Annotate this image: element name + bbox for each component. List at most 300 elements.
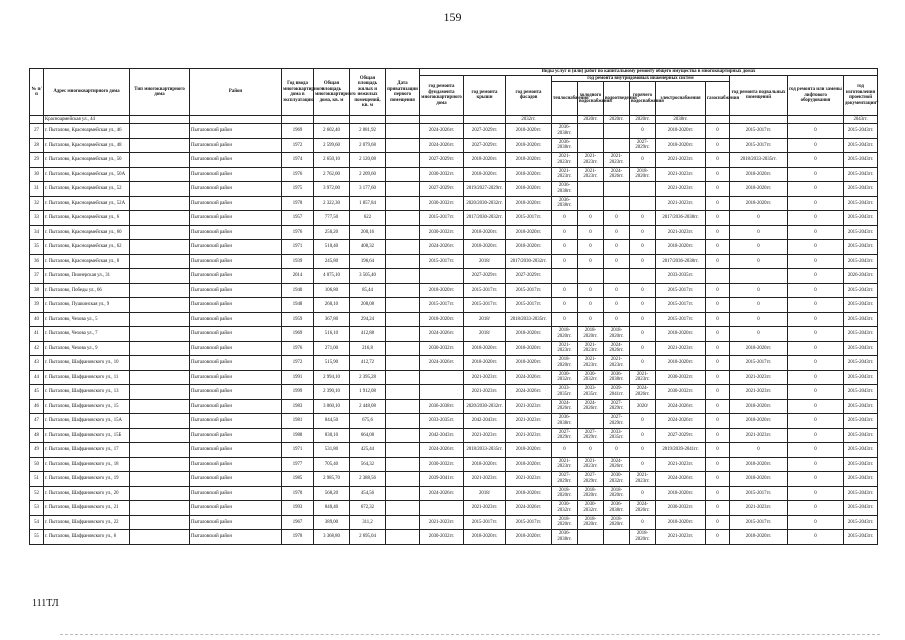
- cell-num: 43: [30, 356, 44, 371]
- table-row: [30, 399, 878, 414]
- cell-heat: 2018-2020гг.: [552, 356, 578, 371]
- cell-lift: 0: [788, 515, 844, 530]
- cell-num: 27: [30, 124, 44, 139]
- cell-lift: 0: [788, 341, 844, 356]
- cell-elec: 2021-2023гг.: [656, 341, 706, 356]
- cell-roof: 2015-2017гг.: [464, 515, 506, 530]
- cell-district: Пыталовский район: [190, 341, 282, 356]
- cell-design: 2026-2043гг.: [844, 269, 878, 284]
- cell-facade: 2018-2020гг.: [506, 167, 552, 182]
- cell-living-area: 412,88: [350, 327, 386, 342]
- cell-total-area: 568,20: [314, 486, 350, 501]
- cell-basement: 2021-2023гг.: [730, 428, 788, 443]
- cell-address: г. Пыталово, Чехова ул., 9: [44, 341, 130, 356]
- cell-hot: [630, 182, 656, 197]
- cell-living-area: 622: [350, 211, 386, 226]
- cell-living-area: 3 177,60: [350, 182, 386, 197]
- cell-gas: 0: [706, 486, 730, 501]
- cell-sewer: 2024-2026гг.: [604, 167, 630, 182]
- cell-year: 1967: [282, 515, 314, 530]
- table-row: [30, 124, 878, 139]
- table-row: [30, 211, 878, 226]
- cell-foundation: [420, 501, 464, 516]
- table-row: [30, 298, 878, 313]
- cell-lift: 0: [788, 283, 844, 298]
- cell-cold: 2030-2032гг.: [578, 370, 604, 385]
- cell-total-area: 245,80: [314, 254, 350, 269]
- cell-roof: 2018/: [464, 254, 506, 269]
- cell-cold: 0: [578, 283, 604, 298]
- cell-priv-date: [386, 399, 420, 414]
- cell-facade: 2018-2020гг.: [506, 138, 552, 153]
- cell-living-area: 2 448,08: [350, 399, 386, 414]
- cell-facade: 2018-2020гг.: [506, 443, 552, 458]
- cell-sewer: [604, 269, 630, 284]
- cell-lift: 0: [788, 457, 844, 472]
- cell-hot: 2020гг.: [630, 116, 656, 124]
- cell-design: 2015-2043гг.: [844, 530, 878, 545]
- cell-basement: 0: [730, 254, 788, 269]
- cell-living-area: 675,6: [350, 414, 386, 429]
- cell-hot: 0: [630, 457, 656, 472]
- cell-hot: [630, 269, 656, 284]
- cell-living-area: 208,08: [350, 298, 386, 313]
- table-row: [30, 312, 878, 327]
- cell-gas: 0: [706, 254, 730, 269]
- cell-district: Пыталовский район: [190, 515, 282, 530]
- cell-design: 2043гг.: [844, 116, 878, 124]
- cell-foundation: 2018-2020гг.: [420, 283, 464, 298]
- cell-type: [130, 196, 190, 211]
- cell-district: Пыталовский район: [190, 182, 282, 197]
- cell-priv-date: [386, 515, 420, 530]
- cell-district: Пыталовский район: [190, 327, 282, 342]
- cell-year: 1993: [282, 501, 314, 516]
- cell-sewer: 0: [604, 211, 630, 226]
- cell-num: 33: [30, 211, 44, 226]
- cell-basement: 0: [730, 327, 788, 342]
- cell-type: [130, 269, 190, 284]
- header-total-area: Общая площадь многоквартирного дома, кв. м: [314, 69, 350, 116]
- header-elec: электроснабжения: [656, 82, 706, 116]
- cell-district: Пыталовский район: [190, 443, 282, 458]
- cell-cold: [578, 530, 604, 545]
- cell-sewer: 0: [604, 283, 630, 298]
- header-foundation: год ремонта фундамента многоквартирного дома: [420, 75, 464, 116]
- cell-cold: 2027-2029гг.: [578, 472, 604, 487]
- cell-address: г. Пыталово, Шафрановского ул., 19: [44, 472, 130, 487]
- cell-type: [130, 341, 190, 356]
- cell-elec: 2018-2020гг.: [656, 515, 706, 530]
- cell-district: Пыталовский район: [190, 312, 282, 327]
- cell-year: 1969: [282, 327, 314, 342]
- cell-basement: 2015-2017гг.: [730, 124, 788, 139]
- cell-roof: 2018/: [464, 486, 506, 501]
- cell-num: 54: [30, 515, 44, 530]
- cell-lift: 0: [788, 356, 844, 371]
- cell-heat: 2021-2023гг.: [552, 457, 578, 472]
- cell-foundation: 2024-2026гг.: [420, 327, 464, 342]
- cell-foundation: 2030-2032гг.: [420, 530, 464, 545]
- cell-hot: 2024-2026гг.: [630, 501, 656, 516]
- cell-sewer: 0: [604, 312, 630, 327]
- cell-sewer: 2021-2023гг.: [604, 356, 630, 371]
- cell-lift: 0: [788, 385, 844, 400]
- cell-roof: 2027-2029гг.: [464, 269, 506, 284]
- cell-heat: 2036-2038гг.: [552, 182, 578, 197]
- cell-gas: 0: [706, 457, 730, 472]
- cell-basement: 2018-2020гг.: [730, 530, 788, 545]
- cell-gas: 0: [706, 298, 730, 313]
- cell-year: 1981: [282, 414, 314, 429]
- cell-address: г. Пыталово, Пушкинская ул., 9: [44, 298, 130, 313]
- cell-cold: 2021-2023гг.: [578, 167, 604, 182]
- cell-address: г. Пыталово, Шафрановского ул., 20: [44, 486, 130, 501]
- header-heat: теплоснабжения: [552, 82, 578, 116]
- cell-num: 36: [30, 254, 44, 269]
- cell-facade: 2018-2020гг.: [506, 196, 552, 211]
- cell-roof: 2017/2030-2032гг.: [464, 211, 506, 226]
- cell-gas: 0: [706, 240, 730, 255]
- cell-design: 2015-2043гг.: [844, 457, 878, 472]
- cell-lift: 0: [788, 254, 844, 269]
- cell-sewer: 2018-2020гг.: [604, 515, 630, 530]
- cell-design: 2015-2043гг.: [844, 283, 878, 298]
- cell-type: [130, 240, 190, 255]
- cell-gas: 0: [706, 211, 730, 226]
- cell-elec: 2015-2017гг.: [656, 283, 706, 298]
- cell-lift: 0: [788, 167, 844, 182]
- cell-elec: 2018-2020гг.: [656, 356, 706, 371]
- cell-basement: 0: [730, 298, 788, 313]
- cell-sewer: 2033-2035гг.: [604, 428, 630, 443]
- cell-hot: 0: [630, 225, 656, 240]
- table-row: [30, 153, 878, 168]
- cell-address: г. Пыталово, Красноармейская ул., 50А: [44, 167, 130, 182]
- cell-facade: 2018/2033-2035гг.: [506, 312, 552, 327]
- cell-lift: 0: [788, 153, 844, 168]
- page-bottom-divider: [60, 634, 880, 635]
- table-row: [30, 486, 878, 501]
- cell-cold: 2024-2026гг.: [578, 399, 604, 414]
- cell-address: г. Пыталово, Шафрановского ул., 10: [44, 356, 130, 371]
- cell-facade: 2018-2020гг.: [506, 327, 552, 342]
- cell-cold: 2033-2035гг.: [578, 385, 604, 400]
- cell-type: [130, 399, 190, 414]
- cell-priv-date: [386, 211, 420, 226]
- cell-year: 1975: [282, 182, 314, 197]
- cell-total-area: 2 390,10: [314, 385, 350, 400]
- cell-hot: 2021-2023гг.: [630, 370, 656, 385]
- cell-priv-date: [386, 385, 420, 400]
- cell-cold: 2021-2023гг.: [578, 153, 604, 168]
- cell-lift: 0: [788, 124, 844, 139]
- cell-lift: 0: [788, 501, 844, 516]
- cell-cold: 0: [578, 254, 604, 269]
- cell-roof: 2042-2043гг.: [464, 414, 506, 429]
- cell-sewer: 0: [604, 298, 630, 313]
- cell-heat: 2033-2035гг.: [552, 385, 578, 400]
- cell-living-area: 294,24: [350, 312, 386, 327]
- cell-sewer: 2024-2026гг.: [604, 457, 630, 472]
- cell-roof: 2018-2020гг.: [464, 457, 506, 472]
- cell-elec: 2015-2017гг.: [656, 298, 706, 313]
- cell-gas: 0: [706, 356, 730, 371]
- cell-gas: [706, 269, 730, 284]
- cell-design: 2015-2043гг.: [844, 399, 878, 414]
- cell-lift: 0: [788, 370, 844, 385]
- cell-foundation: 2030-2032гг.: [420, 167, 464, 182]
- cell-facade: 2021-2023гг.: [506, 472, 552, 487]
- cell-heat: 2036-2038гг.: [552, 414, 578, 429]
- cell-facade: 2017/2030-2032гг.: [506, 254, 552, 269]
- cell-elec: 2018-2020гг.: [656, 486, 706, 501]
- cell-heat: 2021-2023гг.: [552, 167, 578, 182]
- cell-heat: 2030-2032гг.: [552, 370, 578, 385]
- cell-basement: 2021-2023гг.: [730, 501, 788, 516]
- cell-sewer: 0: [604, 225, 630, 240]
- cell-district: Пыталовский район: [190, 486, 282, 501]
- cell-total-area: 271,00: [314, 341, 350, 356]
- cell-design: 2015-2043гг.: [844, 385, 878, 400]
- cell-elec: 2017/2036-2038гг.: [656, 211, 706, 226]
- header-year: Год ввода многоквартирного дома в эксплуатацию: [282, 69, 314, 116]
- cell-sewer: 0: [604, 443, 630, 458]
- cell-priv-date: [386, 116, 420, 124]
- cell-design: 2015-2043гг.: [844, 124, 878, 139]
- cell-living-area: 425,44: [350, 443, 386, 458]
- cell-cold: 2020гг.: [578, 116, 604, 124]
- cell-roof: 2015-2017гг.: [464, 298, 506, 313]
- cell-type: [130, 457, 190, 472]
- table-row: [30, 356, 878, 371]
- table-row: [30, 138, 878, 153]
- table-row: [30, 501, 878, 516]
- cell-num: 40: [30, 312, 44, 327]
- cell-facade: 2018-2020гг.: [506, 182, 552, 197]
- header-sewer: водоотведения: [604, 82, 630, 116]
- cell-living-area: 2 695,04: [350, 530, 386, 545]
- cell-foundation: 2027-2029гг.: [420, 153, 464, 168]
- capital-repair-table-wrap: [29, 68, 877, 545]
- cell-total-area: 3 368,80: [314, 530, 350, 545]
- cell-type: [130, 530, 190, 545]
- cell-gas: 0: [706, 312, 730, 327]
- cell-cold: [578, 196, 604, 211]
- cell-hot: 2018-2020гг.: [630, 167, 656, 182]
- cell-sewer: 2020гг.: [604, 116, 630, 124]
- cell-priv-date: [386, 327, 420, 342]
- cell-roof: 2018-2020гг.: [464, 240, 506, 255]
- cell-priv-date: [386, 167, 420, 182]
- cell-gas: 0: [706, 327, 730, 342]
- cell-gas: 0: [706, 472, 730, 487]
- cell-living-area: 672,32: [350, 501, 386, 516]
- cell-priv-date: [386, 341, 420, 356]
- cell-priv-date: [386, 356, 420, 371]
- cell-elec: 2015-2017гг.: [656, 312, 706, 327]
- cell-type: [130, 153, 190, 168]
- cell-total-area: 2 599,60: [314, 138, 350, 153]
- cell-cold: 2027-2029гг.: [578, 428, 604, 443]
- table-row: [30, 530, 878, 545]
- cell-roof: 2018-2020гг.: [464, 225, 506, 240]
- cell-num: 35: [30, 240, 44, 255]
- cell-roof: 2018/2033-2035гг.: [464, 443, 506, 458]
- cell-design: 2015-2043гг.: [844, 370, 878, 385]
- cell-hot: 0: [630, 356, 656, 371]
- cell-living-area: 664,08: [350, 428, 386, 443]
- cell-year: 1999: [282, 385, 314, 400]
- footer-code: 111ТЛ: [32, 598, 59, 609]
- cell-hot: 0: [630, 341, 656, 356]
- cell-year: 1972: [282, 356, 314, 371]
- table-row: [30, 472, 878, 487]
- cell-design: 2015-2043гг.: [844, 515, 878, 530]
- cell-facade: 2018-2020гг.: [506, 356, 552, 371]
- cell-num: 47: [30, 414, 44, 429]
- cell-basement: 2018-2020гг.: [730, 167, 788, 182]
- cell-type: [130, 515, 190, 530]
- cell-living-area: 2 395,28: [350, 370, 386, 385]
- cell-hot: 0: [630, 312, 656, 327]
- cell-type: [130, 370, 190, 385]
- cell-facade: 2024-2026гг.: [506, 370, 552, 385]
- cell-year: 1976: [282, 341, 314, 356]
- cell-basement: 2015-2017гг.: [730, 486, 788, 501]
- cell-sewer: 2024-2026гг.: [604, 341, 630, 356]
- cell-type: [130, 138, 190, 153]
- cell-heat: [552, 269, 578, 284]
- cell-num: 44: [30, 370, 44, 385]
- cell-hot: 2024-2026гг.: [630, 385, 656, 400]
- cell-num: 39: [30, 298, 44, 313]
- cell-total-area: 840,40: [314, 501, 350, 516]
- cell-hot: 0: [630, 254, 656, 269]
- cell-cold: 0: [578, 225, 604, 240]
- cell-hot: 0: [630, 443, 656, 458]
- cell-facade: 2021-2023гг.: [506, 414, 552, 429]
- cell-design: 2015-2043гг.: [844, 414, 878, 429]
- cell-total-area: 830,10: [314, 428, 350, 443]
- cell-total-area: 510,40: [314, 240, 350, 255]
- cell-sewer: 2036-2038гг.: [604, 501, 630, 516]
- cell-basement: 2015-2017гг.: [730, 356, 788, 371]
- cell-heat: 2021-2023гг.: [552, 153, 578, 168]
- cell-priv-date: [386, 269, 420, 284]
- cell-year: 1970: [282, 486, 314, 501]
- cell-type: [130, 312, 190, 327]
- cell-district: Пыталовский район: [190, 153, 282, 168]
- cell-address: г. Пыталово, Чехова ул., 7: [44, 327, 130, 342]
- cell-hot: 0: [630, 153, 656, 168]
- cell-total-area: 515,90: [314, 356, 350, 371]
- cell-foundation: [420, 269, 464, 284]
- cell-gas: 0: [706, 370, 730, 385]
- cell-basement: 2021-2023гг.: [730, 370, 788, 385]
- cell-type: [130, 327, 190, 342]
- cell-elec: 2038гг.: [656, 116, 706, 124]
- cell-lift: 0: [788, 312, 844, 327]
- cell-living-area: 412,72: [350, 356, 386, 371]
- cell-priv-date: [386, 486, 420, 501]
- cell-foundation: 2024-2026гг.: [420, 138, 464, 153]
- cell-num: 46: [30, 399, 44, 414]
- table-row: [30, 414, 878, 429]
- header-systems-group: год ремонта внутридомовых инженерных систем: [552, 75, 730, 82]
- capital-repair-table: [29, 68, 878, 545]
- header-facade: год ремонта фасадов: [506, 75, 552, 116]
- cell-num: 30: [30, 167, 44, 182]
- cell-num: 31: [30, 182, 44, 197]
- cell-facade: 2032гг.: [506, 116, 552, 124]
- cell-year: 1957: [282, 211, 314, 226]
- cell-gas: 0: [706, 283, 730, 298]
- cell-design: 2015-2043гг.: [844, 327, 878, 342]
- cell-total-area: 367,80: [314, 312, 350, 327]
- cell-gas: 0: [706, 225, 730, 240]
- cell-lift: 0: [788, 138, 844, 153]
- cell-sewer: 2018-2020гг.: [604, 327, 630, 342]
- cell-sewer: 2027-2029гг.: [604, 414, 630, 429]
- cell-total-area: 3 972,00: [314, 182, 350, 197]
- cell-living-area: 2 388,56: [350, 472, 386, 487]
- cell-roof: 2015-2017гг.: [464, 283, 506, 298]
- cell-design: 2015-2043гг.: [844, 341, 878, 356]
- cell-type: [130, 167, 190, 182]
- cell-type: [130, 254, 190, 269]
- header-lift: год ремонта или замены лифтового оборудования: [788, 75, 844, 116]
- cell-type: [130, 283, 190, 298]
- cell-foundation: 2030-2032гг.: [420, 196, 464, 211]
- cell-gas: 0: [706, 341, 730, 356]
- cell-heat: 2030-2032гг.: [552, 501, 578, 516]
- cell-district: Пыталовский район: [190, 370, 282, 385]
- cell-roof: 2021-2023гг.: [464, 385, 506, 400]
- header-works-group: Виды услуг и (или) работ по капитальному ремонту общего имущества в многоквартирных домах: [420, 69, 878, 76]
- cell-elec: 2018-2020гг.: [656, 138, 706, 153]
- cell-address: г. Пыталово, Шафрановского ул., 15А: [44, 414, 130, 429]
- cell-num: 34: [30, 225, 44, 240]
- table-row: [30, 428, 878, 443]
- cell-district: Пыталовский район: [190, 269, 282, 284]
- cell-heat: 2024-2026гг.: [552, 399, 578, 414]
- cell-elec: 2018-2020гг.: [656, 327, 706, 342]
- cell-roof: 2018-2020гг.: [464, 356, 506, 371]
- cell-living-area: [350, 116, 386, 124]
- cell-gas: 0: [706, 138, 730, 153]
- header-cold: холодного водоснабжения: [578, 82, 604, 116]
- cell-heat: 0: [552, 312, 578, 327]
- cell-total-area: 705,40: [314, 457, 350, 472]
- cell-sewer: [604, 138, 630, 153]
- cell-cold: 2021-2023гг.: [578, 457, 604, 472]
- cell-design: 2015-2043гг.: [844, 486, 878, 501]
- cell-design: 2015-2043гг.: [844, 196, 878, 211]
- cell-sewer: 2021-2023гг.: [604, 153, 630, 168]
- cell-district: Пыталовский район: [190, 240, 282, 255]
- cell-basement: 0: [730, 211, 788, 226]
- cell-priv-date: [386, 240, 420, 255]
- cell-type: [130, 225, 190, 240]
- cell-type: [130, 182, 190, 197]
- cell-lift: 0: [788, 399, 844, 414]
- cell-facade: 2018-2020гг.: [506, 530, 552, 545]
- cell-basement: 0: [730, 312, 788, 327]
- cell-priv-date: [386, 283, 420, 298]
- cell-year: 1974: [282, 153, 314, 168]
- cell-address: г. Пыталово, Красноармейская ул., 50: [44, 153, 130, 168]
